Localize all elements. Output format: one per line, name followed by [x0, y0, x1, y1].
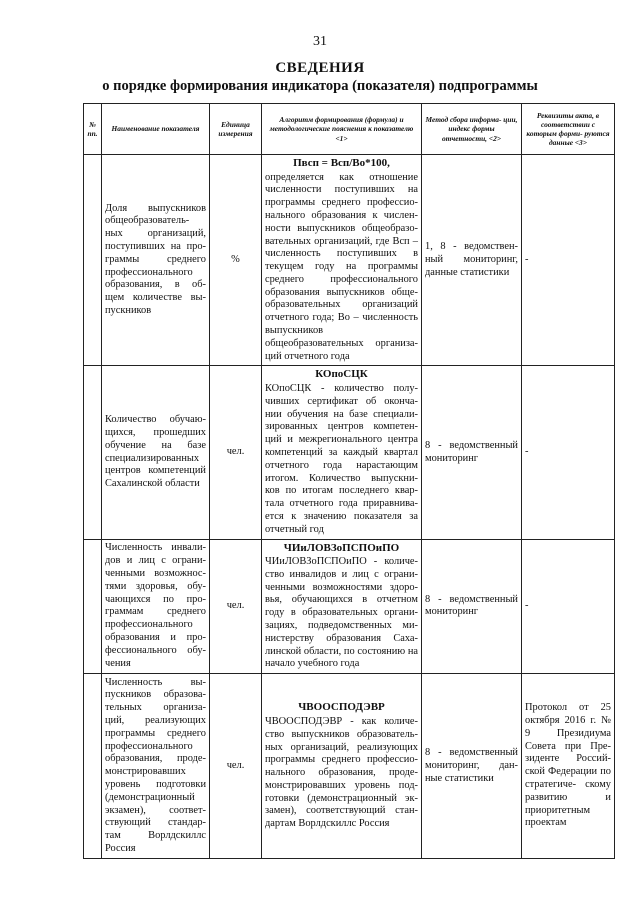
- document-subtitle: о порядке формирования индикатора (показателя) подпрограммы: [102, 78, 538, 94]
- row-number: [84, 366, 102, 539]
- header-algorithm: Алгоритм формирования (формула) и методологические пояснения к показателю <1>: [262, 104, 422, 155]
- table-row: [84, 155, 615, 366]
- document-title: СВЕДЕНИЯ: [275, 60, 365, 76]
- indicator-method: 1, 8 - ведомствен- ный мониторинг, данные статистики: [422, 155, 522, 366]
- indicator-requisites: Протокол от 25 октября 2016 г. № 9 Президиума Совета при Пре- зиденте Россий- ской Федерации по стратегиче- скому развитию и приоритетным проектам: [522, 674, 615, 859]
- indicator-formula: ЧИиЛОВЗоПСПОиПО: [283, 541, 400, 554]
- table-row: [84, 539, 615, 674]
- table-row: [84, 674, 615, 859]
- indicator-algorithm-cell: [262, 155, 422, 366]
- indicator-algorithm-cell: [262, 674, 422, 859]
- indicator-unit: %: [210, 155, 262, 366]
- indicator-method: 8 - ведомственный мониторинг: [422, 366, 522, 539]
- indicator-method: 8 - ведомственный мониторинг, дан- ные статистики: [422, 674, 522, 859]
- row-number: [84, 539, 102, 674]
- indicator-name: Доля выпускников общеобразователь- ных организаций, поступивших на про- граммы среднего профессионального образования, в об- щем количестве вы- пускников: [102, 155, 210, 366]
- indicator-formula: ЧВООСПОДЭВР: [298, 701, 385, 714]
- indicator-method: 8 - ведомственный мониторинг: [422, 539, 522, 674]
- indicator-algorithm: ЧВООСПОДЭВР - как количе- ство выпускников образователь- ных организаций, реализующих программы среднего профессио- нального образования, проде- монстрировавших уровень под- готовки (демонстрационный эк- замен), соответствующий стан- дартам Ворлдскиллс Россия: [265, 715, 418, 830]
- indicator-formula: КОпоСЦК: [315, 368, 368, 381]
- indicator-algorithm-cell: [262, 366, 422, 539]
- indicator-table: [83, 103, 615, 859]
- indicator-unit: чел.: [210, 539, 262, 674]
- indicator-unit: чел.: [210, 366, 262, 539]
- indicator-algorithm: определяется как отношение численности поступивших на программы среднего профессио- нального образования к числен- ности выпускников общеобразо- вательных организаций, где Всп – численность поступивших в текущем году на программы среднего профессионального образования выпускников обще- образовательных организаций отчетного года; Во – численность выпускников общеобразовательных организа- ций отчетного года: [265, 171, 418, 362]
- indicator-name: Численность инвали- дов и лиц с ограни- ченными возможнос- тями здоровья, обу- чающихся по про- граммам среднего профессионального образования и про- фессионального обу- чения: [102, 539, 210, 674]
- header-number: № пп.: [84, 104, 102, 155]
- header-requisites: Реквизиты акта, в соответствии с которым форми- руются данные <3>: [522, 104, 615, 155]
- row-number: [84, 155, 102, 366]
- indicator-requisites: -: [522, 539, 615, 674]
- header-indicator-name: Наименование показателя: [102, 104, 210, 155]
- indicator-algorithm: КОпоСЦК - количество полу- чивших сертификат об оконча- нии обучения на базе специали- зированных центров компетен- ций и межрегионального центра компетенций за каждый квартал отчетного года нарастающим итогом. Количество выпускни- ков по итогам последнего квар- тала отчетного года приравнива- ется к значению показателя за отчетный год: [265, 382, 418, 535]
- row-number: [84, 674, 102, 859]
- table-row: [84, 366, 615, 539]
- indicator-requisites: -: [522, 155, 615, 366]
- indicator-unit: чел.: [210, 674, 262, 859]
- indicator-algorithm: ЧИиЛОВЗоПСПОиПО - количе- ство инвалидов и лиц с ограни- ченными возможностями здоро- вья, обучающихся в отчетном году в образовательных органи- зациях, подведомственных ми- нистерству образования Саха- линской области, по состоянию на начало учебного года: [265, 556, 418, 670]
- header-unit: Единица измерения: [210, 104, 262, 155]
- indicator-algorithm-cell: [262, 539, 422, 674]
- table-header-row: [84, 104, 615, 155]
- indicator-requisites: -: [522, 366, 615, 539]
- indicator-name: Численность вы- пускников образова- тельных организа- ций, реализующих программы среднего профессионального образования, проде- монстрировавших уровень подготовки (демонстрационный экзамен), соответ- ствующий стандар- там Ворлдскиллс Россия: [102, 674, 210, 859]
- page-number: 31: [313, 34, 327, 49]
- indicator-formula: Пвсп = Всп/Во*100,: [293, 157, 390, 169]
- header-method: Метод сбора информа- ции, индекс формы отчетности, <2>: [422, 104, 522, 155]
- indicator-name: Количество обучаю- щихся, прошедших обучение на базе специализированных центров компетенций Сахалинской области: [102, 366, 210, 539]
